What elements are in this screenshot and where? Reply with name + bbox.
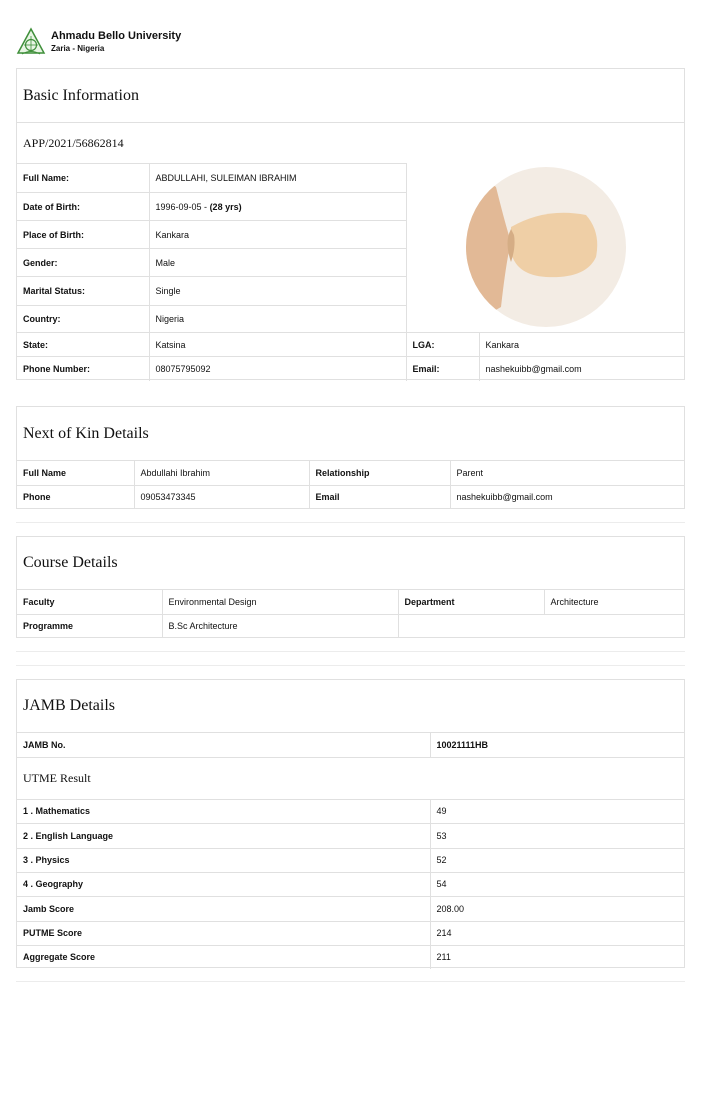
- field-label: Programme: [17, 614, 162, 638]
- field-label: Faculty: [17, 590, 162, 614]
- state-label: State:: [17, 333, 149, 357]
- subject-score: 54: [430, 872, 684, 896]
- passport-photo: [466, 167, 626, 327]
- field-value: Kankara: [149, 221, 406, 249]
- putme-score: 214: [430, 921, 684, 945]
- jamb-details-card: [16, 679, 685, 968]
- field-label: Marital Status:: [17, 277, 149, 306]
- subject-score: 52: [430, 848, 684, 872]
- field-value: B.Sc Architecture: [162, 614, 398, 638]
- table-row: [17, 799, 684, 823]
- field-value: Nigeria: [149, 306, 406, 333]
- section-title: Basic Information: [17, 69, 684, 123]
- phone-label: Phone Number:: [17, 357, 149, 381]
- table-row: [17, 461, 684, 485]
- field-value: Architecture: [544, 590, 684, 614]
- divider: [16, 651, 685, 652]
- divider: [16, 665, 685, 666]
- field-label: Department: [398, 590, 544, 614]
- subject-label: 2 . English Language: [17, 823, 430, 848]
- field-label: Relationship: [309, 461, 450, 485]
- section-title: Next of Kin Details: [17, 407, 684, 461]
- subject-label: 1 . Mathematics: [17, 799, 430, 823]
- field-label: Country:: [17, 306, 149, 333]
- field-label: Aggregate Score: [17, 945, 430, 969]
- next-of-kin-table: [17, 461, 684, 509]
- field-label: Email: [309, 485, 450, 509]
- field-label: Jamb Score: [17, 896, 430, 921]
- divider: [16, 981, 685, 982]
- subject-score: 53: [430, 823, 684, 848]
- table-row: [17, 590, 684, 614]
- course-details-table: [17, 590, 684, 638]
- field-label: Full Name: [17, 461, 134, 485]
- table-row: [17, 823, 684, 848]
- field-value: 09053473345: [134, 485, 309, 509]
- empty-cell: [398, 614, 684, 638]
- section-title: Course Details: [17, 537, 684, 590]
- email-label: Email:: [406, 357, 479, 381]
- subject-label: 3 . Physics: [17, 848, 430, 872]
- field-value: Environmental Design: [162, 590, 398, 614]
- application-number: APP/2021/56862814: [23, 135, 124, 150]
- next-of-kin-card: [16, 406, 685, 509]
- subject-label: 4 . Geography: [17, 872, 430, 896]
- aggregate-score: 211: [430, 945, 684, 969]
- field-value: Parent: [450, 461, 684, 485]
- email-value: nashekuibb@gmail.com: [479, 357, 684, 381]
- field-value: Male: [149, 249, 406, 277]
- jamb-score: 208.00: [430, 896, 684, 921]
- header: [16, 26, 181, 58]
- field-label: Full Name:: [17, 164, 149, 193]
- divider: [16, 522, 685, 523]
- table-row: [17, 945, 684, 969]
- table-row: [17, 872, 684, 896]
- field-value: Single: [149, 277, 406, 306]
- lga-value: Kankara: [479, 333, 684, 357]
- field-value: [149, 193, 406, 221]
- table-row: [17, 896, 684, 921]
- table-row: [17, 333, 684, 357]
- table-row: [17, 614, 684, 638]
- table-row: [17, 921, 684, 945]
- jamb-number: 10021111HB: [430, 733, 684, 757]
- state-value: Katsina: [149, 333, 406, 357]
- field-value: ABDULLAHI, SULEIMAN IBRAHIM: [149, 164, 406, 193]
- field-label: Place of Birth:: [17, 221, 149, 249]
- phone-value: 08075795092: [149, 357, 406, 381]
- section-title: JAMB Details: [17, 680, 684, 733]
- field-label: Date of Birth:: [17, 193, 149, 221]
- field-label: Gender:: [17, 249, 149, 277]
- dob-value: 1996-09-05 -: [155, 201, 208, 212]
- table-row: [17, 485, 684, 509]
- university-location: Zaria - Nigeria: [51, 44, 105, 53]
- field-value: nashekuibb@gmail.com: [450, 485, 684, 509]
- university-logo: [16, 27, 46, 57]
- age-value: (28 yrs): [209, 201, 242, 212]
- table-row: [17, 733, 684, 757]
- table-row: [17, 757, 684, 799]
- utme-result-heading: UTME Result: [17, 757, 684, 799]
- field-value: Abdullahi Ibrahim: [134, 461, 309, 485]
- university-name: Ahmadu Bello University: [51, 30, 182, 42]
- lga-label: LGA:: [406, 333, 479, 357]
- subject-score: 49: [430, 799, 684, 823]
- table-row: [17, 848, 684, 872]
- course-details-card: [16, 536, 685, 638]
- table-row: [17, 357, 684, 381]
- field-label: PUTME Score: [17, 921, 430, 945]
- field-label: Phone: [17, 485, 134, 509]
- field-label: JAMB No.: [17, 733, 430, 757]
- jamb-details-table: [17, 733, 684, 969]
